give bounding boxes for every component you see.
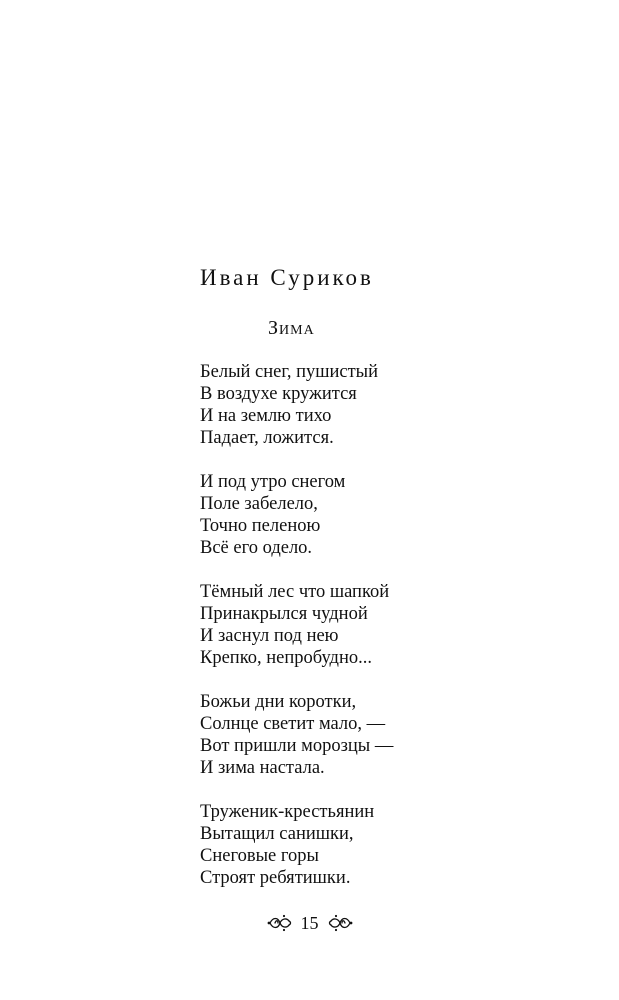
poem-line: Божьи дни коротки,: [200, 692, 357, 712]
poem-line: В воздухе кружится: [200, 384, 357, 404]
stanza-4: [200, 691, 560, 779]
poem-line: Труженик-крестьянин: [200, 802, 375, 822]
poem-line: Крепко, непробудно...: [200, 648, 372, 668]
fleuron-right-icon: [327, 913, 353, 933]
poem-title-text: Зима: [268, 317, 315, 339]
poem-line: Снеговые горы: [200, 846, 319, 866]
poem-line: Точно пеленою: [200, 516, 321, 536]
stanza-2: [200, 471, 560, 559]
poem-line: Тёмный лес что шапкой: [200, 582, 390, 602]
stanza-1: [200, 361, 560, 449]
author-name: Иван Суриков: [200, 265, 374, 290]
poem-line: Солнце светит мало, —: [200, 714, 386, 734]
poem-line: И под утро снегом: [200, 472, 346, 492]
poem-line: И на землю тихо: [200, 406, 332, 426]
poem-body: [200, 361, 560, 911]
page-footer: [0, 910, 619, 936]
poem-line: Всё его одело.: [200, 538, 313, 558]
poem-line: Белый снег, пушистый: [200, 362, 379, 382]
poem-line: Принакрылся чудной: [200, 604, 368, 624]
fleuron-left-icon: [267, 913, 293, 933]
poem-line: Падает, ложится.: [200, 428, 334, 448]
poem-line: И заснул под нею: [200, 626, 339, 646]
poem-title: [268, 318, 315, 338]
stanza-5: [200, 801, 560, 889]
poem-line: Поле забелело,: [200, 494, 318, 514]
poem-line: Вот пришли морозцы —: [200, 736, 394, 756]
page-number: 15: [300, 913, 319, 933]
poem-line: Вытащил санишки,: [200, 824, 354, 844]
poem-line: И зима настала.: [200, 758, 325, 778]
stanza-3: [200, 581, 560, 669]
poem-line: Строят ребятишки.: [200, 868, 351, 888]
